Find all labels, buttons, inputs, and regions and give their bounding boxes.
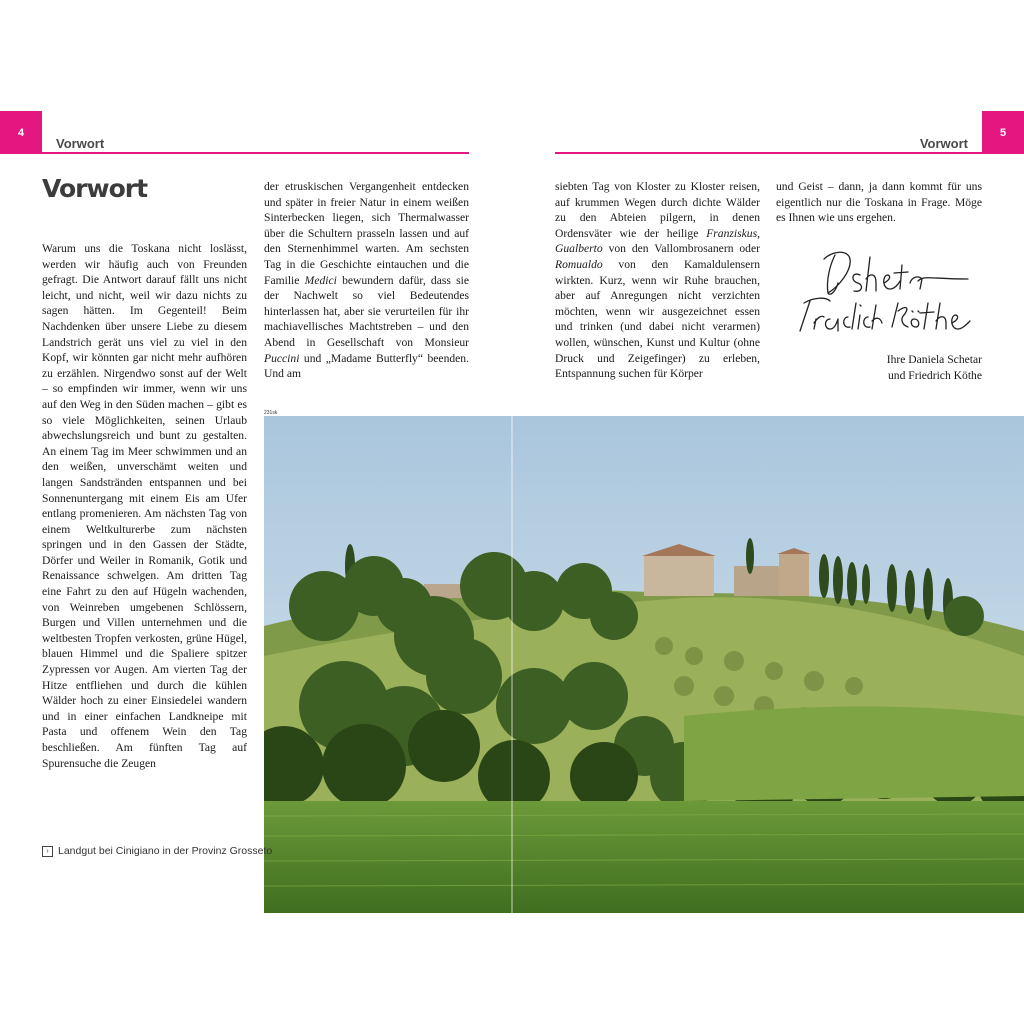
page-title: Vorwort: [42, 174, 148, 203]
text-run: der etruskischen Vergangenheit entdecken und später in freier Natur in einem weißen Sinterbecken liegen, sich Thermalwasser über die Schultern prasseln lassen und auf den Sternenhimmel warten. Am sechsten Tag in die Geschichte eintauchen und die Familie: [264, 180, 469, 287]
paragraph: und Geist – dann, ja dann kommt für uns eigentlich nur die Toskana in Frage. Möge es Ihnen wie uns ergehen.: [776, 180, 982, 225]
header-rule-left: [42, 152, 469, 154]
text-run: siebten Tag von Kloster zu Kloster reisen, auf krummen Wegen durch dichte Wälder zu den Abteien pilgern, in denen Ordensväter wie der heilige: [555, 180, 760, 240]
handwritten-signature: [790, 245, 980, 345]
running-head-right: Vorwort: [919, 136, 968, 151]
italic-name: Romualdo: [555, 257, 603, 271]
page-number-right: 5: [982, 111, 1024, 154]
arrow-box-icon: ›: [42, 846, 53, 857]
signature-line-1: Ihre Daniela Schetar: [886, 353, 982, 366]
text-run: ,: [757, 226, 760, 240]
italic-name: Franziskus: [706, 226, 758, 240]
italic-name: Puccini: [264, 351, 300, 365]
italic-name: Gualberto: [555, 242, 603, 256]
text-run: bewundern dafür, dass sie der Nachwelt so viel Bedeutendes hinterlassen hat, aber sie verurteilen für ihr machiavellisches Machtstreben – und den Abend in Gesellschaft von Monsieur: [264, 273, 470, 349]
text-column-2: [264, 179, 469, 382]
header-rule-right: [555, 152, 982, 154]
signature-names: [887, 352, 982, 384]
text-column-4: [776, 179, 982, 226]
paragraph: Warum uns die Toskana nicht loslässt, werden wir häufig auch von Freunden gefragt. Die Antwort darauf fällt uns nicht leicht, und nicht, weil wir dazu nichts zu sagen hätten. Im Gegenteil! Beim Nachdenken über unsere Liebe zu diesem Landstrich gerät uns viel zu viel in den Kopf, wir könnten gar nicht mehr aufhören zu erzählen. Nirgendwo sonst auf der Welt – so empfinden wir immer, wenn wir uns auf den Weg in den Süden machen – gibt es so viele Möglichkeiten, seinen Urlaub abwechslungsreich und bunt zu gestalten. An einem Tag im Meer schwimmen und an den weißen, unverschämt weiten und langen Sandstränden entspannen und bei Sonnenuntergang mit einem Eis am Ufer entlang promenieren. Am nächsten Tag von einem Weltkulturerbe zum nächsten springen und in den Gassen der Städte, Dörfer und Weiler in Romanik, Gotik und Renaissance schwelgen. Am dritten Tag eine Fahrt zu den auf Hügeln wachenden, von Weinreben umgebenen Schlössern, Burgen und Villen unternehmen und die weltbesten Tropfen verkosten, grüne Hügel, blauen Himmel und die Spaliere spitzer Zypressen vor Augen. Am vierten Tag der Hitze entfliehen und durch die kühlen Wälder hoch zu einer Einsiedelei wandern und in einer einfachen Landkneipe mit Pasta und offenem Wein den Tag beschließen. Am fünften Tag auf Spurensuche die Zeugen: [42, 242, 247, 770]
text-run: von den Kamaldulensern wirkten. Kurz, wenn wir Ruhe brauchen, aber auf Anregungen nicht verzichten möchten, wenn wir ausgezeichnet essen und trinken (und dabei nicht verarmen) wollen, wünschen, Kunst und Kultur (ohne Druck und Zeigefinger) zu erleben, Entspannung suchen für Körper: [555, 257, 760, 381]
landscape-photo: [264, 416, 1024, 913]
running-head-left: Vorwort: [56, 136, 105, 151]
paragraph: [264, 179, 469, 382]
paragraph: [555, 179, 760, 382]
italic-name: Medici: [304, 273, 337, 287]
caption-text: Landgut bei Cinigiano in der Provinz Grosseto: [58, 845, 273, 857]
text-column-3: [555, 179, 760, 382]
signature-line-2: und Friedrich Köthe: [887, 369, 982, 382]
photo-caption: [42, 845, 272, 857]
text-run: und „Madame Butterfly“ beenden. Und am: [264, 351, 469, 381]
page-number-left: 4: [0, 111, 42, 154]
text-run: von den Vallombrosanern oder: [602, 242, 760, 256]
photo-credit: 231sk: [264, 410, 278, 416]
text-column-1: [42, 241, 247, 771]
